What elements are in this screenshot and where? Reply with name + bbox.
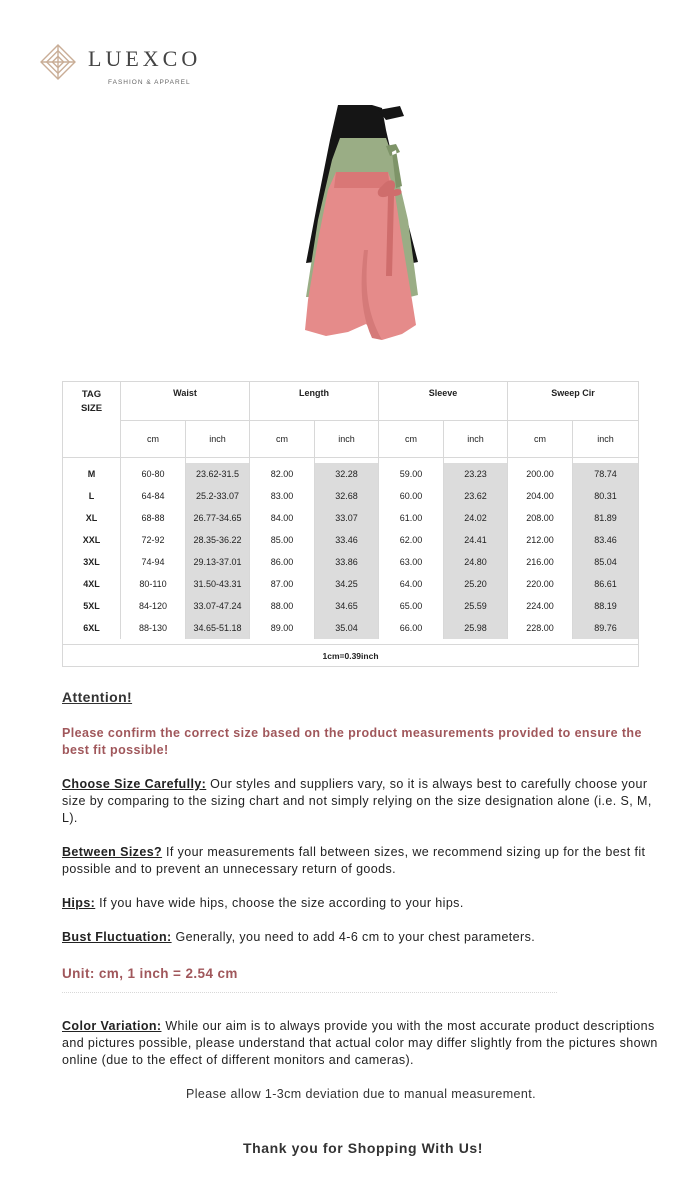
unit-header: cm [508, 421, 573, 458]
table-cell: 64.00 [379, 573, 444, 595]
unit-header: cm [379, 421, 444, 458]
group-header: Sweep Cir [508, 382, 639, 421]
hips-label: Hips: [62, 896, 96, 910]
table-cell: 32.28 [315, 463, 379, 485]
size-chart [62, 381, 639, 667]
conversion-note: 1cm=0.39inch [63, 645, 639, 667]
table-cell: 86.61 [573, 573, 639, 595]
choose-size-label: Choose Size Carefully: [62, 777, 207, 791]
table-row [63, 617, 639, 639]
table-cell: 29.13-37.01 [186, 551, 250, 573]
table-cell: 80.31 [573, 485, 639, 507]
color-variation-paragraph [62, 1018, 662, 1069]
table-cell: 31.50-43.31 [186, 573, 250, 595]
table-row [63, 463, 639, 485]
table-cell: 28.35-36.22 [186, 529, 250, 551]
table-cell: 33.07-47.24 [186, 595, 250, 617]
table-cell: 212.00 [508, 529, 573, 551]
table-cell: 24.02 [444, 507, 508, 529]
table-cell: 88.19 [573, 595, 639, 617]
size-cell: XXL [63, 529, 121, 551]
tag-size-header: TAG SIZE [63, 382, 121, 458]
unit-header: inch [444, 421, 508, 458]
table-cell: 34.65-51.18 [186, 617, 250, 639]
table-cell: 68-88 [121, 507, 186, 529]
table-cell: 204.00 [508, 485, 573, 507]
table-cell: 89.00 [250, 617, 315, 639]
table-cell: 88-130 [121, 617, 186, 639]
table-cell: 84.00 [250, 507, 315, 529]
group-header: Sleeve [379, 382, 508, 421]
table-cell: 34.65 [315, 595, 379, 617]
choose-size-paragraph [62, 776, 662, 827]
table-cell: 87.00 [250, 573, 315, 595]
hips-text: If you have wide hips, choose the size according to your hips. [95, 896, 464, 910]
brand-name: LUEXCO [88, 46, 202, 71]
table-cell: 25.98 [444, 617, 508, 639]
table-cell: 224.00 [508, 595, 573, 617]
table-cell: 83.46 [573, 529, 639, 551]
table-cell: 83.00 [250, 485, 315, 507]
hips-paragraph [62, 895, 662, 912]
table-cell: 216.00 [508, 551, 573, 573]
table-cell: 33.46 [315, 529, 379, 551]
logo-icon [36, 40, 80, 84]
table-cell: 23.23 [444, 463, 508, 485]
table-row [63, 595, 639, 617]
size-cell: 5XL [63, 595, 121, 617]
product-image [290, 100, 430, 345]
table-cell: 220.00 [508, 573, 573, 595]
table-cell: 78.74 [573, 463, 639, 485]
deviation-note: Please allow 1-3cm deviation due to manual measurement. [186, 1087, 536, 1101]
table-cell: 85.04 [573, 551, 639, 573]
units-row [63, 421, 639, 458]
table-row [63, 551, 639, 573]
table-row [63, 529, 639, 551]
bust-text: Generally, you need to add 4-6 cm to your chest parameters. [171, 930, 536, 944]
table-row [63, 507, 639, 529]
choose-size-text: Our styles and suppliers vary, so it is always best to carefully choose your size by comparing to the sizing chart and not simply relying on the size designation alone (i.e. S, M, L). [62, 777, 652, 825]
thank-you-message: Thank you for Shopping With Us! [242, 1140, 484, 1156]
size-cell: 4XL [63, 573, 121, 595]
table-cell: 80-110 [121, 573, 186, 595]
table-cell: 63.00 [379, 551, 444, 573]
table-cell: 86.00 [250, 551, 315, 573]
table-cell: 24.41 [444, 529, 508, 551]
unit-header: cm [250, 421, 315, 458]
size-cell: M [63, 463, 121, 485]
between-sizes-paragraph [62, 844, 662, 878]
bust-label: Bust Fluctuation: [62, 930, 172, 944]
unit-header: inch [315, 421, 379, 458]
table-cell: 208.00 [508, 507, 573, 529]
size-cell: 3XL [63, 551, 121, 573]
size-cell: XL [63, 507, 121, 529]
attention-heading: Attention! [62, 689, 133, 705]
table-cell: 82.00 [250, 463, 315, 485]
unit-note: Unit: cm, 1 inch = 2.54 cm [62, 966, 238, 981]
unit-header: inch [186, 421, 250, 458]
size-cell: L [63, 485, 121, 507]
table-cell: 72-92 [121, 529, 186, 551]
between-sizes-text: If your measurements fall between sizes, we recommend sizing up for the best fit possible and to prevent an unnecessary return of goods. [62, 845, 646, 876]
table-cell: 26.77-34.65 [186, 507, 250, 529]
table-cell: 24.80 [444, 551, 508, 573]
table-cell: 25.20 [444, 573, 508, 595]
table-cell: 84-120 [121, 595, 186, 617]
brand-tagline: FASHION & APPAREL [108, 79, 191, 86]
table-row [63, 573, 639, 595]
table-cell: 81.89 [573, 507, 639, 529]
table-cell: 200.00 [508, 463, 573, 485]
table-cell: 61.00 [379, 507, 444, 529]
group-header: Length [250, 382, 379, 421]
confirm-notice: Please confirm the correct size based on the product measurements provided to ensure the best fit possible! [62, 726, 642, 757]
bust-paragraph [62, 929, 662, 946]
table-cell: 25.2-33.07 [186, 485, 250, 507]
divider [62, 992, 557, 993]
table-cell: 64-84 [121, 485, 186, 507]
size-cell: 6XL [63, 617, 121, 639]
table-cell: 60-80 [121, 463, 186, 485]
table-cell: 66.00 [379, 617, 444, 639]
table-cell: 33.86 [315, 551, 379, 573]
table-cell: 60.00 [379, 485, 444, 507]
color-variation-label: Color Variation: [62, 1019, 162, 1033]
table-cell: 74-94 [121, 551, 186, 573]
group-header: Waist [121, 382, 250, 421]
size-rows [63, 458, 639, 640]
between-sizes-label: Between Sizes? [62, 845, 163, 859]
table-cell: 25.59 [444, 595, 508, 617]
color-variation-text: While our aim is to always provide you with the most accurate product descriptions and pictures possible, please understand that actual color may differ slightly from the pictures shown online (due to the effect of different monitors and cameras). [62, 1019, 658, 1067]
table-cell: 35.04 [315, 617, 379, 639]
table-cell: 85.00 [250, 529, 315, 551]
unit-header: inch [573, 421, 639, 458]
pink-waistband [334, 172, 390, 188]
table-cell: 23.62 [444, 485, 508, 507]
table-cell: 88.00 [250, 595, 315, 617]
table-row [63, 485, 639, 507]
table-cell: 62.00 [379, 529, 444, 551]
table-cell: 34.25 [315, 573, 379, 595]
table-cell: 32.68 [315, 485, 379, 507]
table-cell: 89.76 [573, 617, 639, 639]
table-cell: 59.00 [379, 463, 444, 485]
unit-header: cm [121, 421, 186, 458]
table-cell: 65.00 [379, 595, 444, 617]
table-cell: 23.62-31.5 [186, 463, 250, 485]
table-cell: 33.07 [315, 507, 379, 529]
table-cell: 228.00 [508, 617, 573, 639]
